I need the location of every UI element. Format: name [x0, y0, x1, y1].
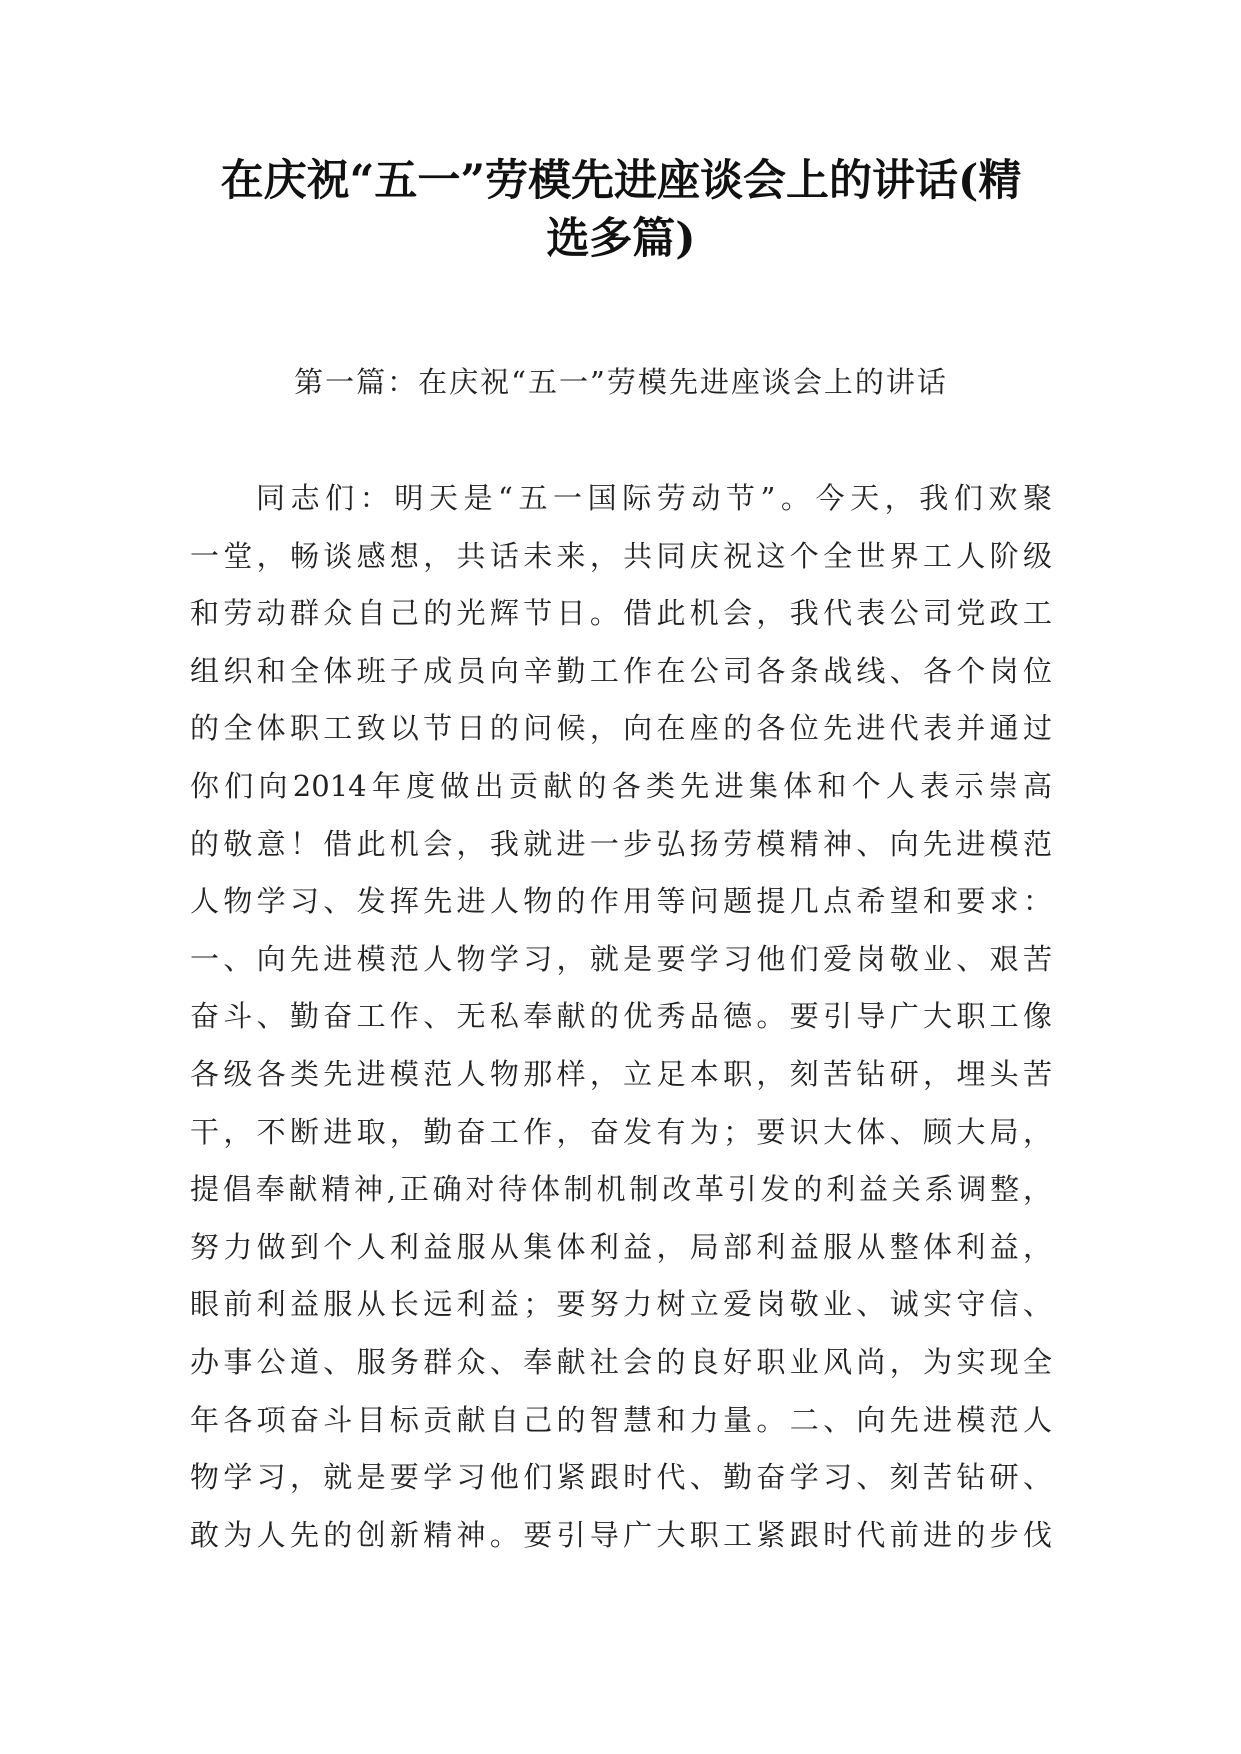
body-line: 你们向2014年度做出贡献的各类先进集体和个人表示崇高	[190, 768, 1052, 803]
body-line: 物学习，就是要学习他们紧跟时代、勤奋学习、刻苦钻研、	[190, 1460, 1052, 1495]
body-text	[190, 470, 1052, 1564]
body-line: 的敬意！借此机会，我就进一步弘扬劳模精神、向先进模范	[190, 826, 1052, 861]
body-line: 和劳动群众自己的光辉节日。借此机会，我代表公司党政工	[190, 596, 1052, 631]
body-line: 的全体职工致以节日的问候，向在座的各位先进代表并通过	[190, 711, 1052, 746]
body-line: 努力做到个人利益服从集体利益，局部利益服从整体利益，	[190, 1229, 1052, 1264]
document-title: 在庆祝“五一”劳模先进座谈会上的讲话(精 选多篇)	[220, 156, 1022, 264]
body-line: 各级各类先进模范人物那样，立足本职，刻苦钻研，埋头苦	[190, 1056, 1052, 1091]
body-line: 奋斗、勤奋工作、无私奉献的优秀品德。要引导广大职工像	[190, 999, 1052, 1034]
body-line: 干，不断进取，勤奋工作，奋发有为；要识大体、顾大局，	[190, 1114, 1052, 1149]
body-line: 人物学习、发挥先进人物的作用等问题提几点希望和要求：	[190, 884, 1052, 919]
body-line: 组织和全体班子成员向辛勤工作在公司各条战线、各个岗位	[190, 653, 1052, 688]
body-line: 眼前利益服从长远利益；要努力树立爱岗敬业、诚实守信、	[190, 1287, 1052, 1322]
section-heading: 第一篇：在庆祝“五一”劳模先进座谈会上的讲话	[294, 365, 948, 399]
body-line: 一、向先进模范人物学习，就是要学习他们爱岗敬业、艰苦	[190, 941, 1052, 976]
body-line: 同志们：明天是“五一国际劳动节”。今天，我们欢聚	[256, 481, 1052, 515]
body-line: 一堂，畅谈感想，共话未来，共同庆祝这个全世界工人阶级	[190, 538, 1052, 573]
body-line: 年各项奋斗目标贡献自己的智慧和力量。二、向先进模范人	[190, 1402, 1052, 1437]
body-line: 提倡奉献精神,正确对待体制机制改革引发的利益关系调整，	[190, 1172, 1052, 1207]
body-line: 办事公道、服务群众、奉献社会的良好职业风尚，为实现全	[190, 1344, 1052, 1379]
body-line: 敢为人先的创新精神。要引导广大职工紧跟时代前进的步伐	[190, 1517, 1052, 1552]
